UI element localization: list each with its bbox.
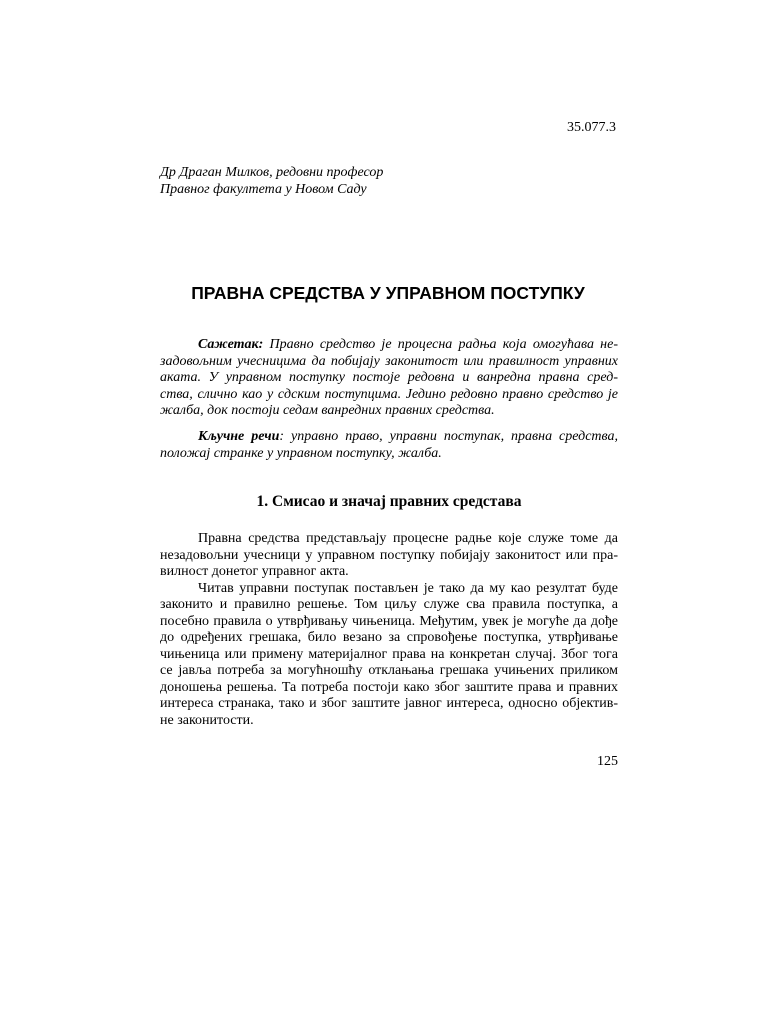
body-line: посебно правила о утврђивању чињеница. Међутим, увек је могуће да дође bbox=[160, 613, 618, 629]
author-affiliation-line: Правног факултета у Новом Саду bbox=[160, 182, 367, 197]
udc-classification: 35.077.3 bbox=[567, 120, 616, 135]
body-text bbox=[160, 531, 618, 729]
body-line: чињеница или примену материјалног права на конкретан случај. Због тога bbox=[160, 646, 618, 662]
body-line: Читав управни поступак постављен је тако да му као резултат буде bbox=[198, 580, 618, 596]
abstract-label: Сажетак: bbox=[198, 337, 264, 352]
body-line: доношења решења. Та потреба постоји како због заштите права и правних bbox=[160, 679, 618, 695]
author-name-line: Др Драган Милков, редовни професор bbox=[160, 165, 384, 180]
body-line: се јавља потреба за могућношћу отклањања грешака учињених приликом bbox=[160, 663, 618, 678]
abstract-text: Правно средство је процесна радња која омогућава не- bbox=[263, 337, 618, 352]
abstract-line: аката. У управном поступку постоје редовна и ванредна правна сред- bbox=[160, 370, 618, 385]
body-line: интереса странака, тако и због заштите јавног интереса, односно објектив- bbox=[160, 696, 618, 711]
body-line: законито и правилно решење. Том циљу служе сва правила поступка, а bbox=[160, 597, 618, 612]
keywords-line: положај странке у управном поступку, жалба. bbox=[160, 445, 442, 461]
keywords-text: : управно право, управни поступак, правна средства, bbox=[279, 429, 619, 444]
body-line: незадовољни учесници у управном поступку побијају законитост или пра- bbox=[160, 547, 618, 563]
page-number: 125 bbox=[597, 754, 618, 769]
body-line: до одређених грешака, било везано за спровођење поступка, утврђивање bbox=[160, 630, 618, 645]
abstract bbox=[160, 337, 618, 420]
abstract-line: задовољним учесницима да побијају законитост или правилност управних bbox=[160, 353, 618, 369]
body-line: не законитости. bbox=[160, 712, 254, 728]
keywords-label: Кључне речи bbox=[198, 429, 280, 444]
section-heading: 1. Смисао и значај правних средстава bbox=[256, 493, 522, 510]
body-line: Правна средства представљају процесне радње које служе томе да bbox=[198, 531, 618, 546]
keywords-line bbox=[160, 429, 618, 446]
abstract-line: жалба, док постоји седам ванредних правних средства. bbox=[160, 403, 495, 418]
abstract-line bbox=[160, 337, 618, 354]
paper-title: ПРАВНА СРЕДСТВА У УПРАВНОМ ПОСТУПКУ bbox=[191, 283, 585, 303]
body-line: вилност донетог управног акта. bbox=[160, 564, 349, 579]
keywords bbox=[160, 429, 618, 462]
author-block bbox=[160, 164, 383, 198]
abstract-line: ства, слично као у сдским поступцима. Једино редовно правно средство је bbox=[160, 386, 618, 402]
